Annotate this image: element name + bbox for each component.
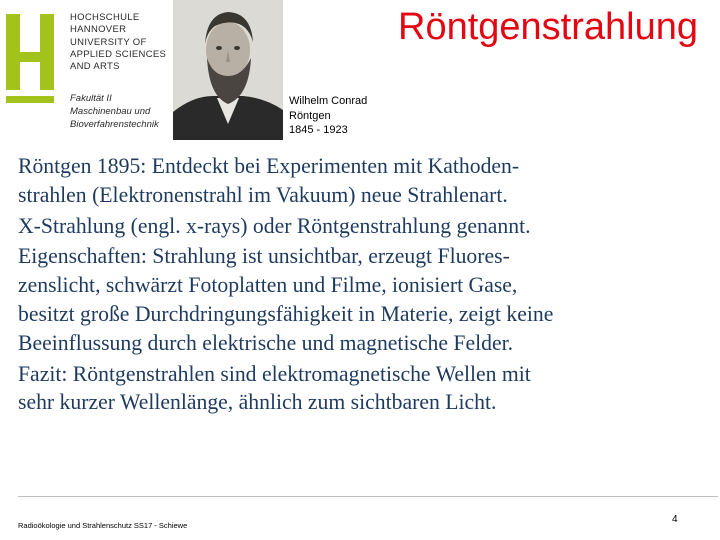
university-name-line: HOCHSCHULE [70,12,140,23]
h-logo-icon [6,14,54,102]
text-line: Fazit: Röntgenstrahlen sind elektromagnetische Wellen mit [18,361,531,386]
slide-title: Röntgenstrahlung [398,6,698,48]
text-line: besitzt große Durchdringungsfähigkeit in Materie, zeigt keine [18,301,554,326]
text-line: X-Strahlung (engl. x-rays) oder Röntgenstrahlung genannt. [18,213,531,238]
university-name [70,12,170,73]
text-line: sehr kurzer Wellenlänge, ähnlich zum sichtbaren Licht. [18,390,497,415]
paragraph-conclusion [18,360,718,418]
faculty-line: Fakultät II [70,93,112,104]
caption-line: Wilhelm Conrad [289,95,368,107]
caption-line: Röntgen [289,109,331,122]
text-line: Beeinflussung durch elektrische und magnetische Felder. [18,330,514,355]
slide-body [18,152,718,419]
caption-line: 1845 - 1923 [289,124,348,136]
university-name-line: HANNOVER [70,24,127,36]
text-line: strahlen (Elektronenstrahl im Vakuum) neue Strahlenart. [18,182,508,207]
university-name-line: APPLIED SCIENCES [70,48,167,60]
footer-divider [18,496,718,497]
text-line: Eigenschaften: Strahlung ist unsichtbar, erzeugt Fluores- [18,244,510,269]
university-name-line: UNIVERSITY OF [70,36,147,48]
faculty-line: Bioverfahrenstechnik [70,119,159,130]
paragraph-discovery [18,152,718,210]
paragraph-properties [18,242,718,357]
faculty-name [70,92,159,131]
faculty-line: Maschinenbau und [70,106,151,117]
footer-course: Radioökologie und Strahlenschutz SS17 - Schiewe [18,521,188,530]
university-name-line: AND ARTS [70,61,120,73]
text-line: zenslicht, schwärzt Fotoplatten und Filme, ionisiert Gase, [18,273,518,298]
text-line: Röntgen 1895: Entdeckt bei Experimenten mit Kathoden- [18,154,520,178]
portrait-photo-icon [173,0,283,140]
page-number: 4 [672,514,678,525]
paragraph-naming [18,212,718,241]
portrait-caption [289,94,367,138]
